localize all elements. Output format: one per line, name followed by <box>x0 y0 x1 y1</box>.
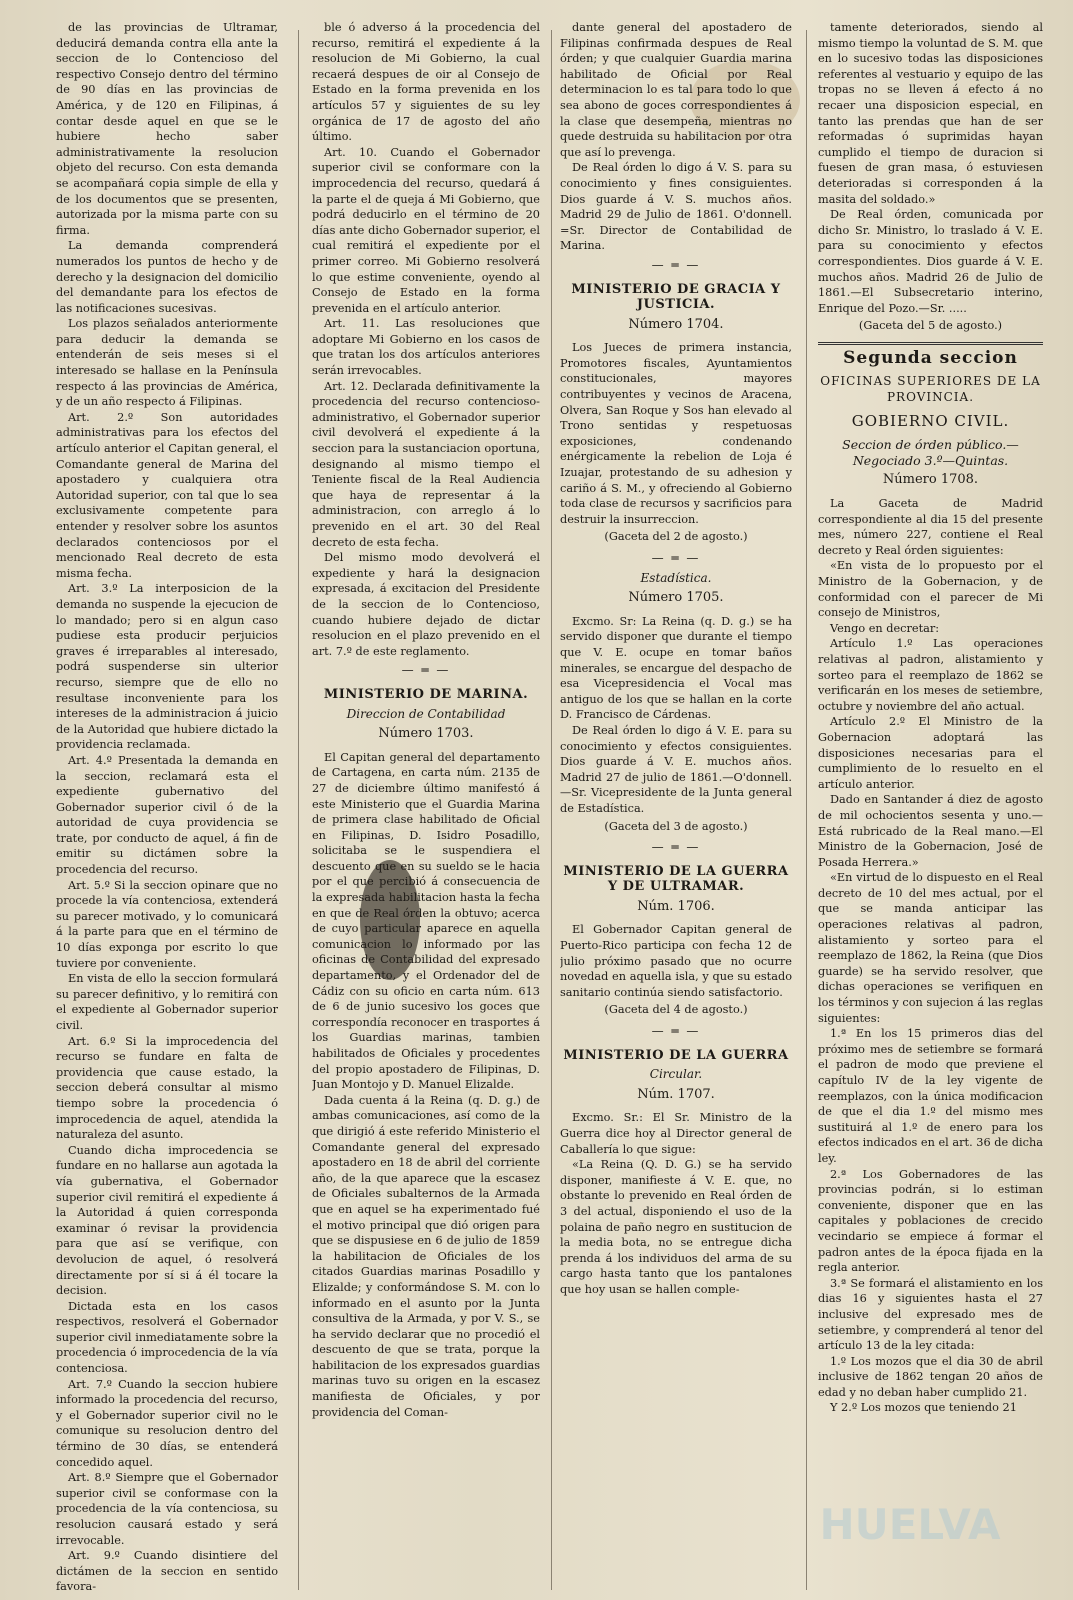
paragraph: De Real órden, comunicada por dicho Sr. Ministro, lo traslado á V. E. para su conocimiento y efectos correspondientes. Dios guarde á V. E. muchos años. Madrid 26 de Julio de 1861.—El Subsecretario interino, Enrique del Pozo.—Sr. ..... <box>818 208 1043 315</box>
column-rule <box>298 30 299 1590</box>
paragraph: Art. 4.º Presentada la demanda en la seccion, reclamará esta el expediente gubernativo del Gobernador superior civil ó de la autoridad de cuya providencia se trate, por conducto de aquel, á fin de emitir su dictámen sobre la procedencia del recurso. <box>56 753 278 877</box>
paragraph: Dado en Santander á diez de agosto de mil ochocientos sesenta y uno.—Está rubricado de la Real mano.—El Ministro de la Gobernacion, José de Posada Herrera.» <box>818 793 1043 869</box>
column-4 <box>818 20 1043 1595</box>
paragraph: Y 2.º Los mozos que teniendo 21 <box>830 1401 1017 1415</box>
paragraph: de las provincias de Ultramar, deducirá demanda contra ella ante la seccion de lo Contencioso del respectivo Consejo dentro del término de 90 días en las provincias de América, y de 120 en Filipinas, á contar desde aquel en que se le hubiere hecho saber administrativamente la resolucion objeto del recurso. Con esta demanda se acompañará copia simple de ella y de los documentos que se presenten, autorizada por la misma parte con su firma. <box>56 21 278 237</box>
paragraph: Excmo. Sr.: El Sr. Ministro de la Guerra dice hoy al Director general de Caballería lo que sigue: <box>560 1111 792 1156</box>
paragraph: Cuando dicha improcedencia se fundare en no hallarse aun agotada la vía gubernativa, el Gobernador superior civil remitirá el expediente á la Autoridad á quien corresponda examinar ó revisar la providencia para que así se verifique, con devolucion de aquel, ó resolverá directamente por sí si á él tocare la decision. <box>56 1143 278 1298</box>
paragraph: Art. 2.º Son autoridades administrativas para los efectos del artículo anterior el Capitan general, el Comandante general de Marina del apostadero y cualquiera otra Autoridad superior, con tal que lo sea exclusivamente competente para entender y resolver sobre los asuntos declarados contenciosos por el mencionado Real decreto de esta misma fecha. <box>56 410 278 580</box>
item-number: Núm. 1706. <box>637 898 715 914</box>
item-number: Número 1705. <box>628 590 724 606</box>
section-ornament: — ═ — <box>651 1024 701 1039</box>
paragraph: ble ó adverso á la procedencia del recurso, remitirá el expediente á la resolucion de Mi Gobierno, la cual recaerá despues de oir al Consejo de Estado en la forma prevenida en los artículos 57 y siguientes de su ley orgánica de 17 de agosto del año último. <box>312 21 540 144</box>
paragraph: «En virtud de lo dispuesto en el Real decreto de 10 del mes actual, por el que se manda anticipar las operaciones relativas al padron, alistamiento y sorteo para el reemplazo de 1862, la Reina (que Dios guarde) se ha servido resolver, que dichas operaciones se verifiquen en los términos y con sujecion á las reglas siguientes: <box>818 871 1043 1025</box>
item-number: Número 1704. <box>628 316 724 332</box>
paragraph: Del mismo modo devolverá el expediente y hará la designacion expresada, á excitacion del Presidente de la seccion de lo Contencioso, cuando hubiere dejado de dictar resolucion en el plazo prevenido en el art. 7.º de este reglamento. <box>312 551 540 658</box>
paragraph: Art. 5.º Si la seccion opinare que no procede la vía contenciosa, extenderá su parecer motivado, y lo comunicará á la parte para que en el término de 10 días exponga por escrito lo que tuviere por conveniente. <box>56 878 278 970</box>
section-ornament: — ═ — <box>651 257 701 272</box>
paragraph: En vista de ello la seccion formulará su parecer definitivo, y lo remitirá con el expediente al Gobernador superior civil. <box>56 972 278 1032</box>
part-heading: Segunda seccion <box>818 342 1043 367</box>
gazette-citation: (Gaceta del 3 de agosto.) <box>604 819 748 833</box>
paragraph: 1.º Los mozos que el dia 30 de abril inclusive de 1862 tengan 20 años de edad y no deban haber cumplido 21. <box>818 1354 1043 1399</box>
paragraph: La Gaceta de Madrid correspondiente al dia 15 del presente mes, número 227, contiene el Real decreto y Real órden siguientes: <box>818 497 1043 557</box>
paragraph: Art. 7.º Cuando la seccion hubiere informado la procedencia del recurso, y el Gobernador superior civil no le comunique su resolucion dentro del término de 30 días, se entenderá concedido aquel. <box>56 1377 278 1469</box>
paragraph: Art. 6.º Si la improcedencia del recurso se fundare en falta de providencia que cause estado, la seccion deberá consultar al mismo tiempo sobre la procedencia ó improcedencia de aquel, atendida la naturaleza del asunto. <box>56 1034 278 1142</box>
item-number: Número 1708. <box>882 472 979 488</box>
paragraph: De Real órden lo digo á V. S. para su conocimiento y fines consiguientes. Dios guarde á V. S. muchos años. Madrid 29 de Julio de 1861. O'donnell. =Sr. Director de Contabilidad de Marina. <box>560 161 792 253</box>
paragraph: Artículo 2.º El Ministro de la Gobernacion adoptará las disposiciones necesarias para el cumplimiento de lo resuelto en el artículo anterior. <box>818 715 1043 791</box>
paragraph: Art. 8.º Siempre que el Gobernador superior civil se conformase con la procedencia de la vía contenciosa, su resolucion causará estado y será irrevocable. <box>56 1471 278 1547</box>
item-number: Núm. 1707. <box>637 1086 715 1102</box>
section-heading: MINISTERIO DE MARINA. <box>323 686 529 702</box>
paragraph: Art. 11. Las resoluciones que adoptare Mi Gobierno en los casos de que tratan los dos artículos anteriores serán irrevocables. <box>312 317 540 378</box>
section-heading: MINISTERIO DE LA GUERRA <box>563 1047 789 1063</box>
paragraph: «En vista de lo propuesto por el Ministro de la Gobernacion, y de conformidad con el parecer de Mi consejo de Ministros, <box>818 559 1043 620</box>
column-rule <box>806 30 807 1590</box>
paragraph: Dictada esta en los casos respectivos, resolverá el Gobernador superior civil inmediatamente sobre la procedencia ó improcedencia de la vía contenciosa. <box>56 1299 278 1376</box>
paragraph: El Capitan general del departamento de Cartagena, en carta núm. 2135 de 27 de diciembre último manifestó á este Ministerio que el Guardia Marina de primera clase habilitado de Oficial en Filipinas, D. Isidro Posadillo, solicitaba se le suspendiera el descuento que en su sueldo se le hacia por el que percibió á consecuencia de la expresada habilitacion hasta la fecha en que de Real órden la obtuvo; acerca de cuyo particular aparece en aquella comunicacion lo informado por las oficinas de Contabilidad del expresado departamento, y el Ordenador del de Cádiz con su oficio en carta núm. 613 de 6 de junio sucesivo los goces que correspondía reconocer en trasportes á los Guardias marinas, tambien habilitados de Oficiales y procedentes del propio apostadero de Filipinas, D. Juan Montojo y D. Manuel Elizalde. <box>312 750 540 1092</box>
section-subheading: Circular. <box>649 1067 703 1082</box>
section-ornament: — ═ — <box>651 840 701 855</box>
paragraph: Dada cuenta á la Reina (q. D. g.) de ambas comunicaciones, así como de la que dirigió á este referido Ministerio el Comandante general del expresado apostadero en 18 de abril del corriente año, de la que aparece que la escasez de Oficiales subalternos de la Armada que en aquel se ha experimentado fué el motivo principal que dió origen para que se dispusiese en 6 de julio de 1859 la habilitacion de Oficiales de los citados Guardias marinas Posadillo y Elizalde; y conformándose S. M. con lo informado en el asunto por la Junta consultiva de la Armada, y por V. S., se ha servido declarar que no procedió el descuento de que se trata, porque la habilitacion de los expresados guardias marinas tuvo su origen en la escasez manifiesta de Oficiales, y por providencia del Coman- <box>312 1093 540 1419</box>
paragraph: dante general del apostadero de Filipinas confirmada despues de Real órden; y que cualquier Guardia marina habilitado de Oficial por Real determinacion lo es tal para todo lo que sea abono de goces correspondientes á la clase que desempeña, mientras no quede destruida su habilitacion por otra que así lo prevenga. <box>560 21 792 159</box>
paragraph: Los Jueces de primera instancia, Promotores fiscales, Ayuntamientos constitucionales, mayores contribuyentes y vecinos de Aracena, Olvera, San Roque y Sos han elevado al Trono sentidas y respetuosas exposiciones, condenando enérgicamente la rebelion de Loja é Izuajar, protestando de su adhesion y cariño á S. M., y ofreciendo al Gobierno toda clase de recursos y sacrificios para destruir la insurreccion. <box>560 341 792 526</box>
paragraph: 1.ª En los 15 primeros dias del próximo mes de setiembre se formará el padron de modo que previene el capítulo IV de la ley vigente de reemplazos, con la única modificacion de que el dia 1.º del mismo mes sustituirá al 1.º de enero para los efectos indicados en el art. 36 de dicha ley. <box>818 1027 1043 1165</box>
section-subheading: Seccion de órden público.—Negociado 3.º—Quintas. <box>842 437 1019 468</box>
item-number: Número 1703. <box>378 726 474 742</box>
section-ornament: — ═ — <box>651 551 701 565</box>
paragraph: tamente deteriorados, siendo al mismo tiempo la voluntad de S. M. que en lo sucesivo todas las disposiciones referentes al vestuario y equipo de las tropas no se lleven á efecto á no recaer una disposicion especial, en tanto las prendas que han de ser reformadas ó suprimidas hayan cumplido el tiempo de duracion si fuesen de gran masa, ó estuviesen deterioradas si corresponden á la masita del soldado.» <box>818 21 1043 206</box>
section-subheading: Direccion de Contabilidad <box>346 706 506 721</box>
section-heading: GOBIERNO CIVIL. <box>851 411 1010 430</box>
column-1 <box>56 20 278 1595</box>
gazette-citation: (Gaceta del 2 de agosto.) <box>604 530 748 544</box>
paragraph: Los plazos señalados anteriormente para deducir la demanda se entenderán de seis meses si el interesado se hallase en la Península respecto á las provincias de América, y de un año respecto á Filipinas. <box>56 317 278 409</box>
paragraph: Excmo. Sr: La Reina (q. D. g.) se ha servido disponer que durante el tiempo que V. E. ocupe en tomar baños minerales, se encargue del despacho de esa Vicepresidencia el Vocal mas antiguo de los que se hallan en la corte D. Francisco de Cárdenas. <box>560 614 792 722</box>
archive-watermark: HUELVA <box>819 1500 1001 1549</box>
gazette-citation: (Gaceta del 5 de agosto.) <box>858 319 1003 333</box>
column-3 <box>560 20 792 1595</box>
section-ornament: — ═ — <box>401 663 451 678</box>
paragraph: El Gobernador Capitan general de Puerto-Rico participa con fecha 12 de julio próximo pasado que no ocurre novedad en aquella isla, y que su estado sanitario continúa siendo satisfactorio. <box>560 923 792 999</box>
gazette-citation: (Gaceta del 4 de agosto.) <box>604 1003 748 1017</box>
paragraph: De Real órden lo digo á V. E. para su conocimiento y efectos consiguientes. Dios guarde á V. E. muchos años. Madrid 27 de julio de 1861.—O'donnell.—Sr. Vicepresidente de la Junta general de Estadística. <box>560 723 792 815</box>
section-heading: MINISTERIO DE LA GUERRA Y DE ULTRAMAR. <box>563 863 789 895</box>
paragraph: 3.ª Se formará el alistamiento en los dias 16 y siguientes hasta el 27 inclusive del expresado mes de setiembre, y comprenderá al tenor del artículo 13 de la ley citada: <box>818 1276 1043 1353</box>
paragraph: Art. 12. Declarada definitivamente la procedencia del recurso contencioso-administrativo, el Gobernador superior civil devolverá el expediente á la seccion para la sustanciacion oportuna, designando al mismo tiempo el Teniente fiscal de la Real Audiencia que haya de representar á la administracion, con arreglo á lo prevenido en el art. 30 del Real decreto de esta fecha. <box>312 379 540 549</box>
paragraph: Artículo 1.º Las operaciones relativas al padron, alistamiento y sorteo para el reemplazo de 1862 se verificarán en los meses de setiembre, octubre y noviembre del año actual. <box>818 637 1043 713</box>
paragraph: 2.ª Los Gobernadores de las provincias podrán, si lo estiman conveniente, disponer que en las capitales y poblaciones de crecido vecindario se empiece á formar el padron antes de la época fijada en la regla anterior. <box>818 1167 1043 1275</box>
column-rule <box>551 30 552 1590</box>
paragraph: Art. 3.º La interposicion de la demanda no suspende la ejecucion de lo mandado; pero si en algun caso pudiese esta producir perjuicios graves é irreparables al interesado, podrá suspenderse sin ulterior recurso, siempre que de ello no resultase inconveniente para los intereses de la administracion á juicio de la Autoridad que hubiere dictado la providencia reclamada. <box>56 582 278 752</box>
section-heading: MINISTERIO DE GRACIA Y JUSTICIA. <box>571 281 781 313</box>
paragraph: La demanda comprenderá numerados los puntos de hecho y de derecho y la designacion del domicilio del demandante para los efectos de las notificaciones sucesivas. <box>56 239 278 315</box>
paragraph: «La Reina (Q. D. G.) se ha servido disponer, manifieste á V. E. que, no obstante lo prevenido en Real órden de 3 del actual, disponiendo el uso de la polaina de paño negro en sustitucion de la media bota, no se entregue dicha prenda á los individuos del arma de su cargo hasta tanto que los pantalones que hoy usan se hallen comple- <box>560 1158 792 1296</box>
paragraph: Art. 10. Cuando el Gobernador superior civil se conformare con la improcedencia del recurso, quedará á la parte el de queja á Mi Gobierno, que podrá deducirlo en el término de 20 días ante dicho Gobernador superior, el cual remitirá el expediente por el primer correo. Mi Gobierno resolverá lo que estime conveniente, oyendo al Consejo de Estado en la forma prevenida en el artículo anterior. <box>312 145 540 315</box>
section-subheading: Estadística. <box>640 570 712 585</box>
office-heading: OFICINAS SUPERIORES DE LA PROVINCIA. <box>820 374 1041 405</box>
paragraph: Art. 9.º Cuando disintiere del dictámen de la seccion en sentido favora- <box>56 1549 278 1594</box>
paragraph: Vengo en decretar: <box>830 621 940 635</box>
column-2 <box>312 20 540 1595</box>
